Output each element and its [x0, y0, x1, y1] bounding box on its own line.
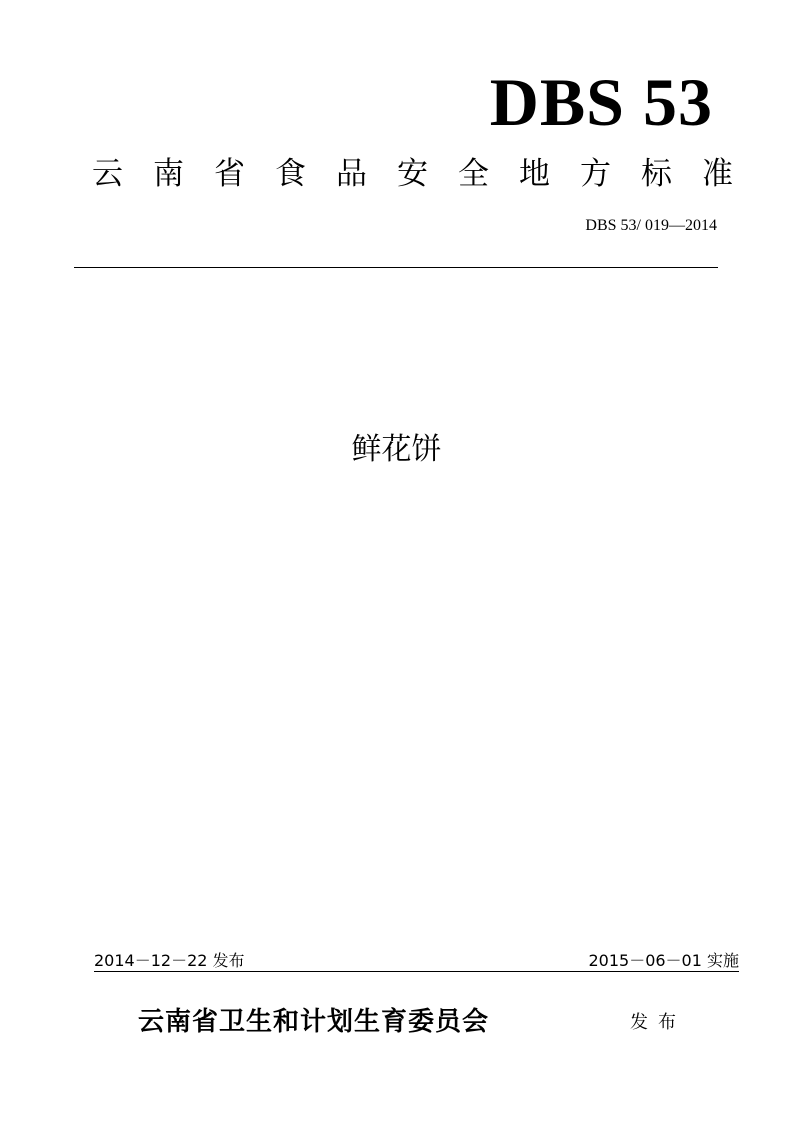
standard-category-heading: 云南省食品安全地方标准	[92, 156, 763, 192]
publisher-name: 云南省卫生和计划生育委员会	[138, 1007, 490, 1037]
standard-number: DBS 53/ 019—2014	[585, 217, 717, 234]
footer-divider	[94, 971, 739, 972]
implementation-date: 2015－06－01 实施	[588, 951, 739, 970]
issue-date: 2014－12－22 发布	[94, 951, 245, 970]
standard-code: DBS 53	[489, 64, 713, 140]
header-divider	[74, 267, 718, 268]
publisher-action: 发布	[630, 1012, 686, 1033]
document-title: 鲜花饼	[351, 432, 442, 467]
